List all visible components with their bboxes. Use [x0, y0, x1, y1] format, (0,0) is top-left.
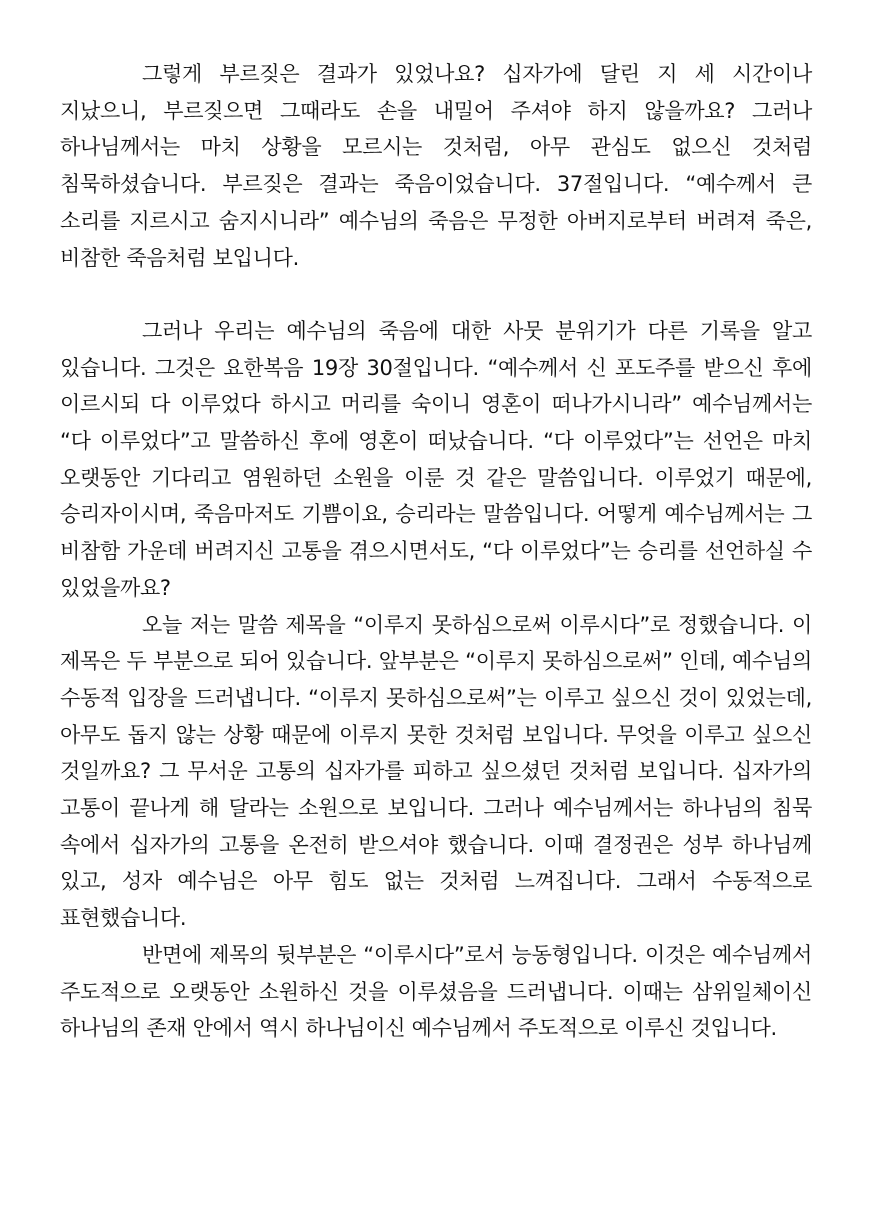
document-page — [60, 56, 812, 1047]
paragraph-3: 오늘 저는 말씀 제목을 “이루지 못하심으로써 이루시다”로 정했습니다. 이 제목은 두 부분으로 되어 있습니다. 앞부분은 “이루지 못하심으로써” 인데, 예수님의 수동적 입장을 드러냅니다. “이루지 못하심으로써”는 이루고 싶으신 것이 있었는데, 아무도 돕지 않는 상황 때문에 이루지 못한 것처럼 보입니다. 무엇을 이루고 싶으신 것일까요? 그 무서운 고통의 십자가를 피하고 싶으셨던 것처럼 보입니다. 십자가의 고통이 끝나게 해 달라는 소원으로 보입니다. 그러나 예수님께서는 하나님의 침묵 속에서 십자가의 고통을 온전히 받으셔야 했습니다. 이때 결정권은 성부 하나님께 있고, 성자 예수님은 아무 힘도 없는 것처럼 느껴집니다. 그래서 수동적으로 표현했습니다. — [60, 612, 812, 931]
paragraph-spacer — [60, 276, 812, 313]
paragraph-2: 그러나 우리는 예수님의 죽음에 대한 사뭇 분위기가 다른 기록을 알고 있습니다. 그것은 요한복음 19장 30절입니다. “예수께서 신 포도주를 받으신 후에 이르시되 다 이루었다 하시고 머리를 숙이니 영혼이 떠나가시니라” 예수님께서는 “다 이루었다”고 말씀하신 후에 영혼이 떠났습니다. “다 이루었다”는 선언은 마치 오랫동안 기다리고 염원하던 소원을 이룬 것 같은 말씀입니다. 이루었기 때문에, 승리자이시며, 죽음마저도 기쁨이요, 승리라는 말씀입니다. 어떻게 예수님께서는 그 비참함 가운데 버려지신 고통을 겪으시면서도, “다 이루었다”는 승리를 선언하실 수 있었을까요? — [60, 318, 812, 600]
paragraph-1: 그렇게 부르짖은 결과가 있었나요? 십자가에 달린 지 세 시간이나 지났으니, 부르짖으면 그때라도 손을 내밀어 주셔야 하지 않을까요? 그러나 하나님께서는 마치 상황을 모르시는 것처럼, 아무 관심도 없으신 것처럼 침묵하셨습니다. 부르짖은 결과는 죽음이었습니다. 37절입니다. “예수께서 큰 소리를 지르시고 숨지시니라” 예수님의 죽음은 무정한 아버지로부터 버려져 죽은, 비참한 죽음처럼 보입니다. — [60, 62, 812, 270]
paragraph-4: 반면에 제목의 뒷부분은 “이루시다”로서 능동형입니다. 이것은 예수님께서 주도적으로 오랫동안 소원하신 것을 이루셨음을 드러냅니다. 이때는 삼위일체이신 하나님의 존재 안에서 역시 하나님이신 예수님께서 주도적으로 이루신 것입니다. — [60, 942, 812, 1041]
